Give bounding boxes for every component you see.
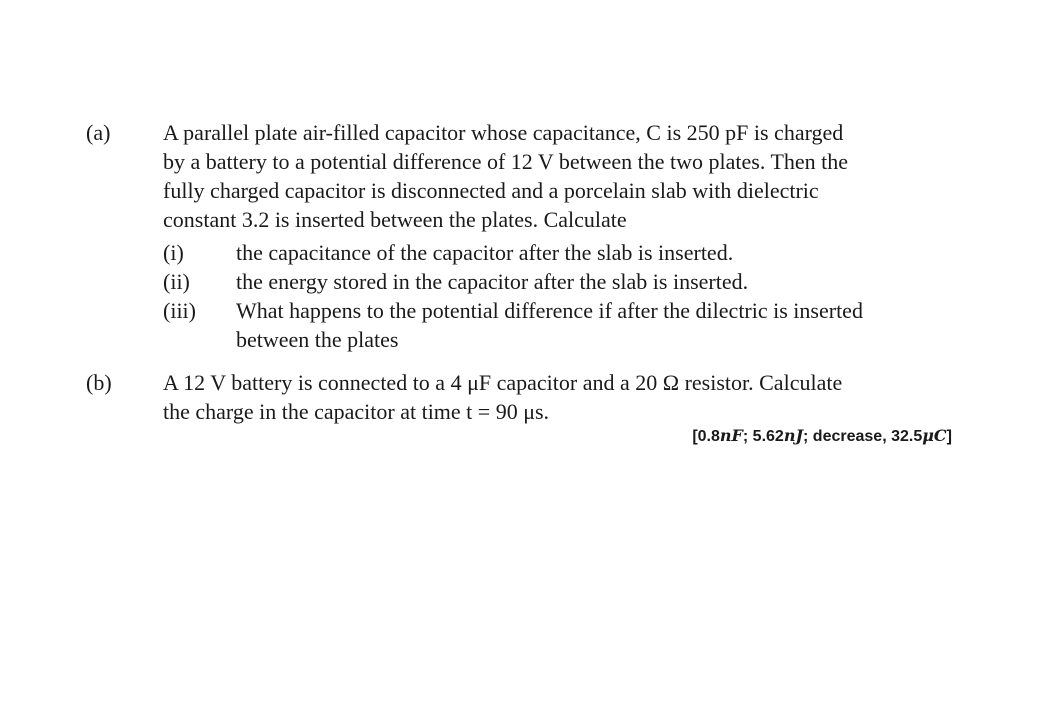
- question-a-body: [163, 118, 966, 354]
- answer-3-text: decrease: [812, 428, 883, 445]
- subpart-iii: [163, 296, 966, 354]
- answer-separator: ;: [742, 428, 753, 445]
- answer-4-unit: μC: [922, 426, 947, 445]
- subpart-label: (i): [163, 240, 184, 265]
- answer-1-unit: nF: [719, 426, 743, 445]
- question-a-line: constant 3.2 is inserted between the plates. Calculate: [163, 207, 627, 232]
- subpart-text: the capacitance of the capacitor after the slab is inserted.: [236, 240, 734, 265]
- subpart-label: (iii): [163, 298, 196, 323]
- answer-separator: ,: [882, 428, 892, 445]
- question-b-line: A 12 V battery is connected to a 4 μF capacitor and a 20 Ω resistor. Calculate: [163, 370, 843, 395]
- answer-2-unit: nJ: [783, 426, 804, 445]
- question-a-line: fully charged capacitor is disconnected and a porcelain slab with dielectric: [163, 178, 819, 203]
- answer-bracket-open: [: [692, 428, 698, 445]
- subpart-text: What happens to the potential difference if after the dilectric is inserted: [236, 298, 863, 323]
- question-a-subparts: [163, 238, 966, 354]
- subpart-text-continuation: between the plates: [236, 327, 399, 352]
- question-b: [86, 368, 966, 426]
- question-b-label: (b): [86, 370, 112, 395]
- subpart-text: the energy stored in the capacitor after the slab is inserted.: [236, 269, 749, 294]
- answer-2-value: 5.62: [752, 428, 784, 445]
- answer-1-value: 0.8: [697, 428, 720, 445]
- answer-bracket-close: ]: [946, 428, 952, 445]
- answer-separator: ;: [803, 428, 813, 445]
- subpart-ii: [163, 267, 966, 296]
- question-a-label: (a): [86, 120, 111, 145]
- question-b-body: [163, 368, 966, 426]
- question-a-line: A parallel plate air-filled capacitor whose capacitance, C is 250 pF is charged: [163, 120, 844, 145]
- question-a-line: by a battery to a potential difference of 12 V between the two plates. Then the: [163, 149, 849, 174]
- answer-4-value: 32.5: [891, 428, 923, 445]
- subpart-label: (ii): [163, 269, 190, 294]
- question-a: [86, 118, 966, 354]
- question-b-line: the charge in the capacitor at time t = 90 μs.: [163, 399, 550, 424]
- answer-key: [692, 425, 952, 448]
- subpart-i: [163, 238, 966, 267]
